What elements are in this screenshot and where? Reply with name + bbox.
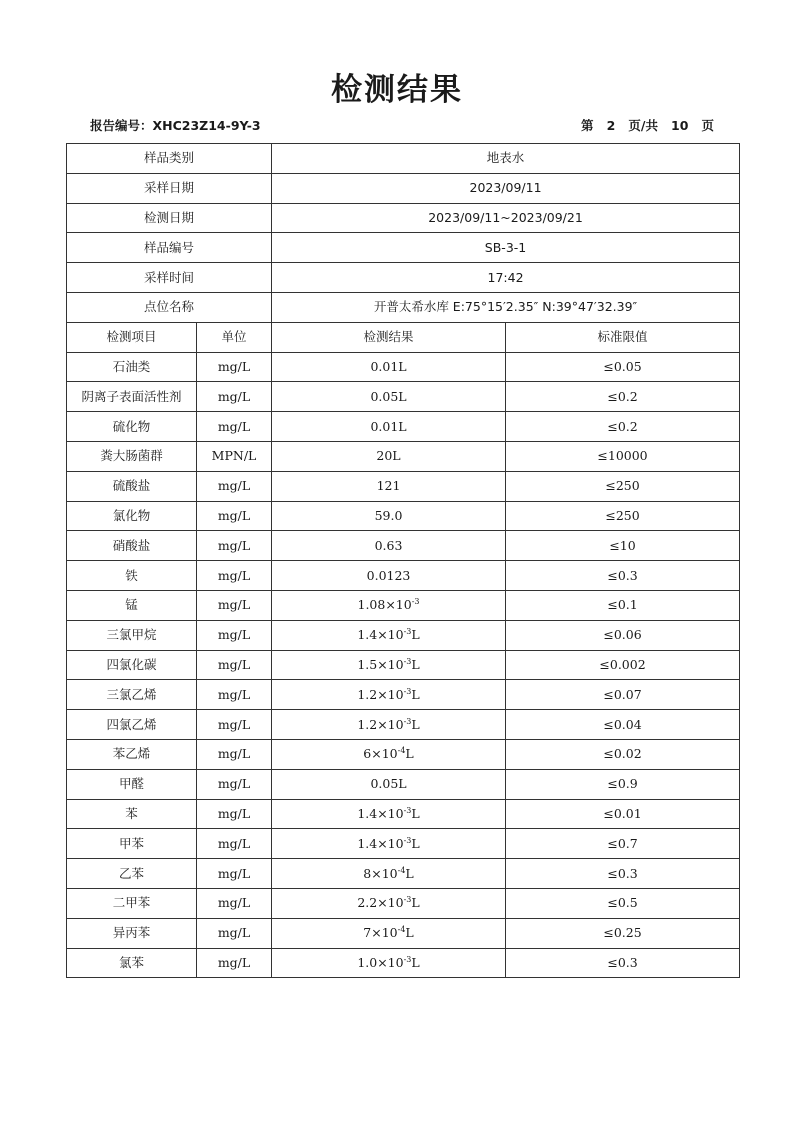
- result-suffix: L: [411, 627, 420, 643]
- page-current: 2: [606, 118, 616, 133]
- limit-cell: ≤0.2: [506, 412, 740, 442]
- result-cell: [272, 650, 506, 680]
- result-suffix: L: [411, 716, 420, 732]
- limit-cell: ≤0.02: [506, 739, 740, 769]
- info-label: 检测日期: [67, 203, 272, 233]
- item-cell: 硝酸盐: [67, 531, 197, 561]
- result-base: 1.2×10: [357, 716, 404, 732]
- unit-cell: mg/L: [197, 739, 272, 769]
- page-total: 10: [671, 118, 689, 133]
- item-cell: 三氯甲烷: [67, 620, 197, 650]
- result-cell: [272, 412, 506, 442]
- table-row: [67, 829, 740, 859]
- result-base: 121: [376, 478, 401, 494]
- header-limit: 标准限值: [506, 322, 740, 352]
- info-label: 点位名称: [67, 292, 272, 322]
- result-cell: [272, 918, 506, 948]
- result-exponent: -3: [403, 626, 412, 636]
- limit-cell: ≤0.3: [506, 859, 740, 889]
- info-value: 2023/09/11~2023/09/21: [272, 203, 740, 233]
- table-row: [67, 382, 740, 412]
- limit-cell: ≤0.05: [506, 352, 740, 382]
- item-cell: 氯苯: [67, 948, 197, 978]
- result-base: 1.4×10: [357, 805, 404, 821]
- limit-cell: ≤0.3: [506, 948, 740, 978]
- result-exponent: -3: [403, 686, 412, 696]
- result-base: 2.2×10: [357, 895, 404, 911]
- result-exponent: -3: [403, 805, 412, 815]
- limit-cell: ≤0.07: [506, 680, 740, 710]
- header-row: [67, 322, 740, 352]
- page-info: [581, 116, 714, 134]
- result-base: 0.63: [374, 537, 403, 553]
- table-row: [67, 501, 740, 531]
- unit-cell: mg/L: [197, 620, 272, 650]
- table-row: [67, 918, 740, 948]
- result-cell: [272, 680, 506, 710]
- result-cell: [272, 352, 506, 382]
- info-row: [67, 292, 740, 322]
- item-cell: 苯乙烯: [67, 739, 197, 769]
- info-value: 2023/09/11: [272, 173, 740, 203]
- item-cell: 三氯乙烯: [67, 680, 197, 710]
- result-base: 1.0×10: [357, 954, 404, 970]
- table-row: [67, 531, 740, 561]
- result-cell: [272, 829, 506, 859]
- limit-cell: ≤0.2: [506, 382, 740, 412]
- result-base: 59.0: [374, 507, 403, 523]
- table-row: [67, 590, 740, 620]
- item-cell: 硫化物: [67, 412, 197, 442]
- result-base: 1.4×10: [357, 627, 404, 643]
- unit-cell: mg/L: [197, 888, 272, 918]
- info-label: 样品编号: [67, 233, 272, 263]
- table-row: [67, 769, 740, 799]
- result-base: 0.05L: [370, 776, 407, 792]
- info-row: [67, 203, 740, 233]
- table-row: [67, 650, 740, 680]
- item-cell: 乙苯: [67, 859, 197, 889]
- item-cell: 甲醛: [67, 769, 197, 799]
- info-label: 样品类别: [67, 144, 272, 174]
- result-suffix: L: [405, 865, 414, 881]
- result-base: 20L: [376, 448, 401, 464]
- results-table: [66, 143, 740, 978]
- result-base: 0.01L: [370, 418, 407, 434]
- result-base: 7×10: [363, 925, 398, 941]
- result-cell: [272, 590, 506, 620]
- limit-cell: ≤0.7: [506, 829, 740, 859]
- result-base: 0.05L: [370, 388, 407, 404]
- result-base: 1.4×10: [357, 835, 404, 851]
- info-row: [67, 233, 740, 263]
- result-cell: [272, 710, 506, 740]
- table-row: [67, 859, 740, 889]
- limit-cell: ≤10: [506, 531, 740, 561]
- table-row: [67, 680, 740, 710]
- unit-cell: mg/L: [197, 412, 272, 442]
- table-row: [67, 352, 740, 382]
- table-row: [67, 620, 740, 650]
- unit-cell: mg/L: [197, 471, 272, 501]
- unit-cell: mg/L: [197, 650, 272, 680]
- table-row: [67, 948, 740, 978]
- info-value: 地表水: [272, 144, 740, 174]
- limit-cell: ≤0.25: [506, 918, 740, 948]
- result-suffix: L: [405, 746, 414, 762]
- result-exponent: -4: [397, 746, 406, 756]
- info-row: [67, 144, 740, 174]
- item-cell: 锰: [67, 590, 197, 620]
- result-exponent: -4: [397, 924, 406, 934]
- result-base: 1.5×10: [357, 656, 404, 672]
- result-cell: [272, 799, 506, 829]
- result-base: 0.0123: [366, 567, 411, 583]
- result-base: 1.08×10: [357, 597, 412, 613]
- unit-cell: mg/L: [197, 561, 272, 591]
- item-cell: 氯化物: [67, 501, 197, 531]
- item-cell: 粪大肠菌群: [67, 441, 197, 471]
- item-cell: 阴离子表面活性剂: [67, 382, 197, 412]
- result-cell: [272, 948, 506, 978]
- unit-cell: mg/L: [197, 680, 272, 710]
- info-label: 采样日期: [67, 173, 272, 203]
- info-row: [67, 173, 740, 203]
- page-mid: 页/共: [628, 118, 658, 133]
- table-row: [67, 412, 740, 442]
- unit-cell: mg/L: [197, 859, 272, 889]
- limit-cell: ≤0.1: [506, 590, 740, 620]
- result-cell: [272, 888, 506, 918]
- item-cell: 异丙苯: [67, 918, 197, 948]
- unit-cell: mg/L: [197, 501, 272, 531]
- page-suffix: 页: [701, 118, 714, 133]
- header-result: 检测结果: [272, 322, 506, 352]
- result-exponent: -4: [397, 865, 406, 875]
- limit-cell: ≤0.3: [506, 561, 740, 591]
- result-suffix: L: [405, 925, 414, 941]
- info-label: 采样时间: [67, 263, 272, 293]
- unit-cell: mg/L: [197, 382, 272, 412]
- limit-cell: ≤0.9: [506, 769, 740, 799]
- table-row: [67, 471, 740, 501]
- report-number: 报告编号：XHC23Z14-9Y-3: [90, 118, 261, 133]
- unit-cell: mg/L: [197, 799, 272, 829]
- result-suffix: L: [411, 835, 420, 851]
- result-suffix: L: [411, 656, 420, 672]
- result-cell: [272, 739, 506, 769]
- header-unit: 单位: [197, 322, 272, 352]
- result-suffix: L: [411, 954, 420, 970]
- info-row: [67, 263, 740, 293]
- result-cell: [272, 859, 506, 889]
- info-value: SB-3-1: [272, 233, 740, 263]
- result-base: 8×10: [363, 865, 398, 881]
- header-item: 检测项目: [67, 322, 197, 352]
- item-cell: 甲苯: [67, 829, 197, 859]
- unit-cell: MPN/L: [197, 441, 272, 471]
- result-cell: [272, 769, 506, 799]
- unit-cell: mg/L: [197, 769, 272, 799]
- result-cell: [272, 441, 506, 471]
- item-cell: 二甲苯: [67, 888, 197, 918]
- page-prefix: 第: [581, 118, 594, 133]
- result-suffix: L: [411, 686, 420, 702]
- unit-cell: mg/L: [197, 710, 272, 740]
- result-cell: [272, 531, 506, 561]
- result-cell: [272, 471, 506, 501]
- info-value: 17:42: [272, 263, 740, 293]
- result-exponent: -3: [403, 716, 412, 726]
- item-cell: 铁: [67, 561, 197, 591]
- table-row: [67, 888, 740, 918]
- limit-cell: ≤0.06: [506, 620, 740, 650]
- unit-cell: mg/L: [197, 918, 272, 948]
- limit-cell: ≤250: [506, 501, 740, 531]
- table-row: [67, 710, 740, 740]
- limit-cell: ≤0.002: [506, 650, 740, 680]
- result-cell: [272, 620, 506, 650]
- result-exponent: -3: [403, 895, 412, 905]
- item-cell: 石油类: [67, 352, 197, 382]
- result-cell: [272, 382, 506, 412]
- result-cell: [272, 561, 506, 591]
- item-cell: 苯: [67, 799, 197, 829]
- item-cell: 硫酸盐: [67, 471, 197, 501]
- limit-cell: ≤10000: [506, 441, 740, 471]
- results-table-body: [67, 144, 740, 978]
- table-row: [67, 561, 740, 591]
- page-title: 检测结果: [331, 72, 463, 108]
- result-base: 0.01L: [370, 358, 407, 374]
- unit-cell: mg/L: [197, 948, 272, 978]
- item-cell: 四氯乙烯: [67, 710, 197, 740]
- unit-cell: mg/L: [197, 531, 272, 561]
- result-suffix: L: [411, 805, 420, 821]
- result-exponent: -3: [403, 954, 412, 964]
- unit-cell: mg/L: [197, 590, 272, 620]
- unit-cell: mg/L: [197, 352, 272, 382]
- result-exponent: -3: [403, 835, 412, 845]
- item-cell: 四氯化碳: [67, 650, 197, 680]
- result-suffix: L: [411, 895, 420, 911]
- result-cell: [272, 501, 506, 531]
- result-exponent: -3: [411, 597, 420, 607]
- result-base: 6×10: [363, 746, 398, 762]
- info-value: 开普太希水库 E:75°15′2.35″ N:39°47′32.39″: [272, 292, 740, 322]
- table-row: [67, 799, 740, 829]
- unit-cell: mg/L: [197, 829, 272, 859]
- result-exponent: -3: [403, 656, 412, 666]
- table-row: [67, 739, 740, 769]
- limit-cell: ≤0.5: [506, 888, 740, 918]
- limit-cell: ≤0.04: [506, 710, 740, 740]
- table-row: [67, 441, 740, 471]
- limit-cell: ≤250: [506, 471, 740, 501]
- result-base: 1.2×10: [357, 686, 404, 702]
- limit-cell: ≤0.01: [506, 799, 740, 829]
